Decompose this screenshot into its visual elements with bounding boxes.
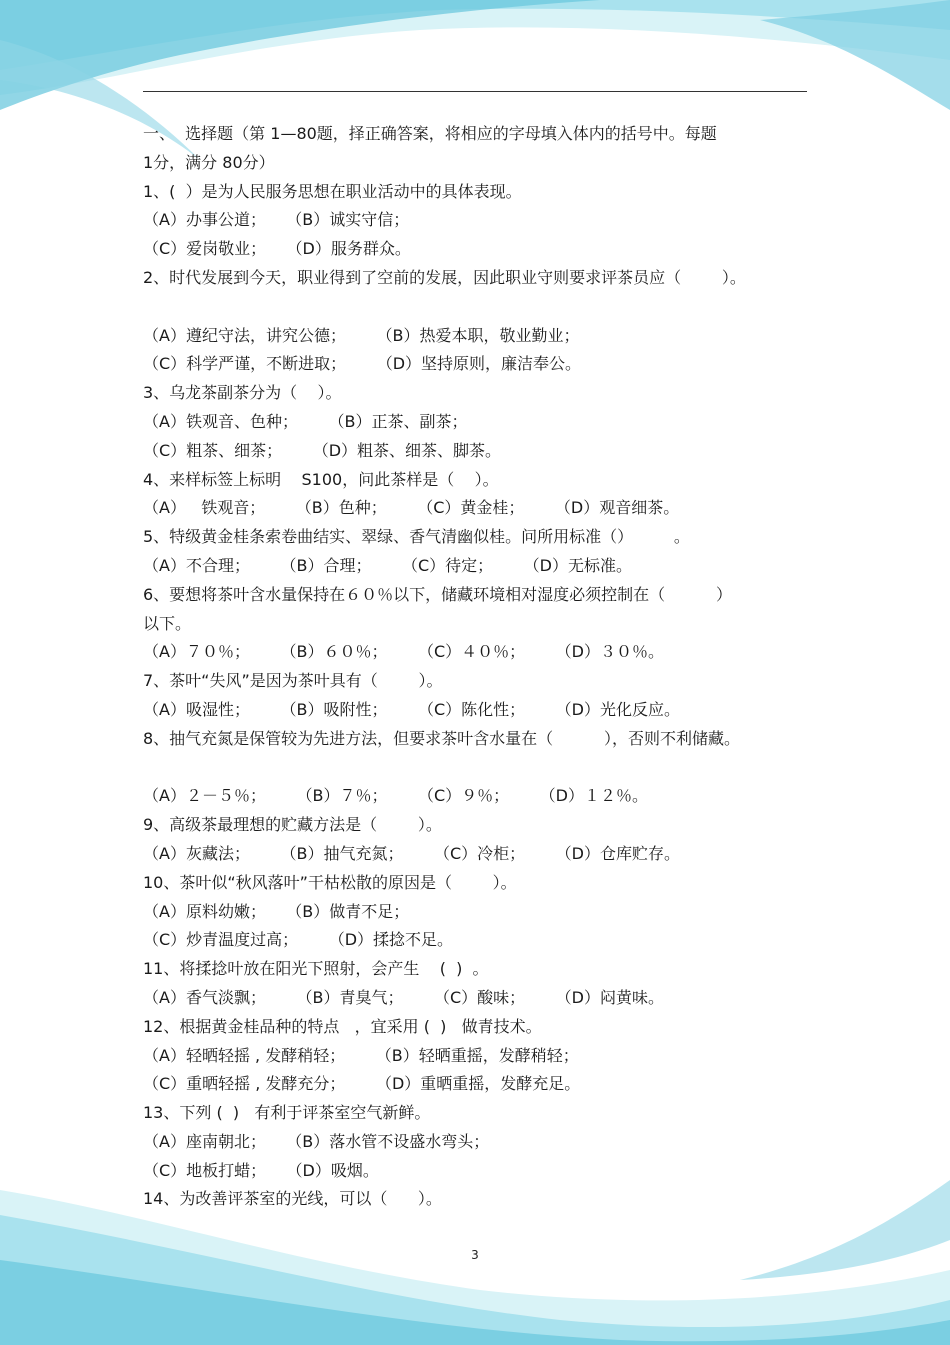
- question-2-options: （C）科学严谨，不断进取； （D）坚持原则，廉洁奉公。: [143, 354, 582, 374]
- question-1-options: （C）爱岗敬业； （D）服务群众。: [143, 239, 411, 259]
- spacer: [143, 293, 823, 322]
- question-5-stem: 5、特级黄金桂条索卷曲结实、翠绿、香气清幽似桂。问所用标准（） 。: [143, 527, 690, 547]
- question-1-options: （A）办事公道； （B）诚实守信；: [143, 210, 410, 230]
- question-6-stem: 6、要想将茶叶含水量保持在６０％以下，储藏环境相对湿度必须控制在（ ）: [143, 584, 733, 604]
- question-12-stem: 12、根据黄金桂品种的特点 ，宜采用 ( ) 做青技术。: [143, 1016, 542, 1036]
- question-13-options: （A）座南朝北； （B）落水管不设盛水弯头；: [143, 1131, 490, 1151]
- question-11-stem: 11、将揉捻叶放在阳光下照射，会产生 ( ) 。: [143, 959, 489, 979]
- question-7-options: （A）吸湿性； （B）吸附性； （C）陈化性； （D）光化反应。: [143, 699, 680, 719]
- question-12-options: （C）重晒轻摇 , 发酵充分； （D）重晒重摇，发酵充足。: [143, 1074, 581, 1094]
- question-5-options: （A）不合理； （B）合理； （C）待定； （D）无标准。: [143, 555, 632, 575]
- question-2-options: （A）遵纪守法，讲究公德； （B）热爱本职，敬业勤业；: [143, 325, 580, 345]
- question-list: [143, 120, 823, 1214]
- question-7-stem: 7、茶叶“失风”是因为茶叶具有（ ）。: [143, 671, 443, 691]
- page-number: 3: [471, 1248, 479, 1262]
- question-13-options: （C）地板打蜡； （D）吸烟。: [143, 1160, 379, 1180]
- question-3-stem: 3、乌龙茶副茶分为（ ）。: [143, 383, 342, 403]
- question-8-options: （A）２－５％； （B）７％； （C）９％； （D）１２％。: [143, 786, 648, 806]
- question-4-options: （A） 铁观音； （B）色种； （C）黄金桂； （D）观音细茶。: [143, 498, 680, 518]
- question-10-options: （C）炒青温度过高； （D）揉捻不足。: [143, 930, 454, 950]
- question-6-options: （A）７０％； （B）６０％； （C）４０％； （D）３０％。: [143, 642, 664, 662]
- section-heading-line-1: 一、 选择题（第 1—80题，择正确答案，将相应的字母填入体内的括号中。每题: [143, 124, 717, 143]
- question-3-options: （A）铁观音、色种； （B）正茶、副茶；: [143, 411, 468, 431]
- question-9-options: （A）灰藏法； （B）抽气充氮； （C）冷柜； （D）仓库贮存。: [143, 843, 680, 863]
- question-10-options: （A）原料幼嫩； （B）做青不足；: [143, 901, 410, 921]
- question-11-options: （A）香气淡飘； （B）青臭气； （C）酸味； （D）闷黄味。: [143, 987, 664, 1007]
- question-10-stem: 10、茶叶似“秋风落叶”干枯松散的原因是（ ）。: [143, 872, 517, 892]
- section-heading-line-2: 1分，满分 80分）: [143, 152, 275, 172]
- question-14-stem: 14、为改善评茶室的光线，可以（ ）。: [143, 1189, 442, 1209]
- question-8-stem: 8、抽气充氮是保管较为先进方法，但要求茶叶含水量在（ ），否则不利储藏。: [143, 728, 741, 748]
- question-6-stem-continued: 以下。: [143, 613, 192, 633]
- question-13-stem: 13、下列 ( ) 有利于评茶室空气新鲜。: [143, 1103, 431, 1123]
- question-3-options: （C）粗茶、细茶； （D）粗茶、细茶、脚茶。: [143, 440, 502, 460]
- question-2-stem: 2、时代发展到今天，职业得到了空前的发展，因此职业守则要求评茶员应（ ）。: [143, 267, 746, 287]
- question-1-stem: 1、( ）是为人民服务思想在职业活动中的具体表现。: [143, 181, 522, 201]
- question-12-options: （A）轻晒轻摇 , 发酵稍轻； （B）轻晒重摇，发酵稍轻；: [143, 1045, 579, 1065]
- header-rule: [143, 91, 807, 92]
- spacer: [143, 754, 823, 783]
- question-4-stem: 4、来样标签上标明 S100，问此茶样是（ ）。: [143, 469, 499, 489]
- question-9-stem: 9、高级茶最理想的贮藏方法是（ ）。: [143, 815, 442, 835]
